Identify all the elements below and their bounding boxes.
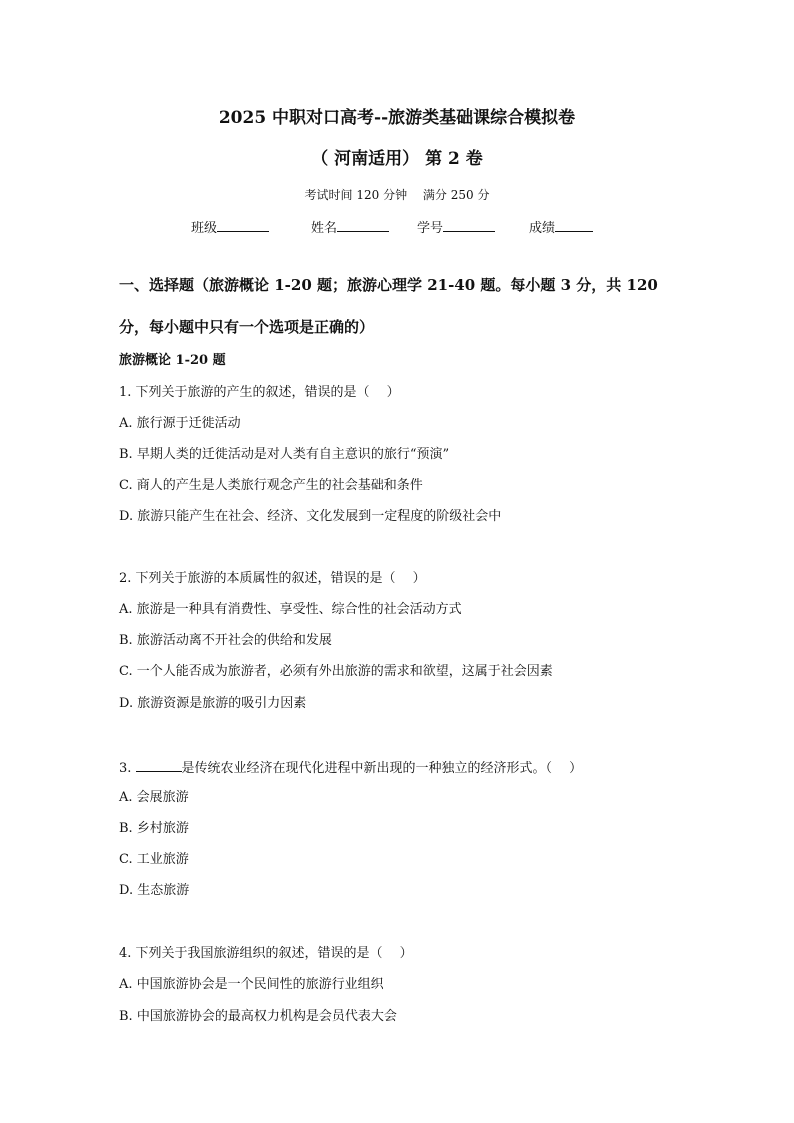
exam-title: 2025 中职对口高考--旅游类基础课综合模拟卷 (218, 108, 576, 128)
question-1-option-b: B. 早期人类的迁徙活动是对人类有自主意识的旅行“预演” (119, 447, 450, 462)
question-4-option-a: A. 中国旅游协会是一个民间性的旅游行业组织 (119, 977, 384, 992)
question-2-option-c: C. 一个人能否成为旅游者，必须有外出旅游的需求和欲望，这属于社会因素 (119, 664, 553, 679)
full-score: 满分 250 分 (422, 188, 490, 202)
part-heading: 旅游概论 1-20 题 (119, 353, 226, 368)
fill-blank[interactable] (136, 757, 182, 772)
field-label: 姓名 (311, 221, 338, 236)
question-2-stem: 2. 下列关于旅游的本质属性的叙述，错误的是（ ） (119, 571, 426, 586)
question-2-option-a: A. 旅游是一种具有消费性、享受性、综合性的社会活动方式 (119, 602, 462, 617)
exam-info (0, 186, 794, 204)
blank-line[interactable] (337, 217, 389, 232)
question-3-option-c: C. 工业旅游 (119, 852, 189, 867)
question-3-option-b: B. 乡村旅游 (119, 821, 189, 836)
question-text: 是传统农业经济在现代化进程中新出现的一种独立的经济形式。（ ） (181, 761, 583, 776)
question-3-stem (119, 757, 582, 779)
question-1-stem: 1. 下列关于旅游的产生的叙述，错误的是（ ） (119, 385, 400, 400)
question-1-option-d: D. 旅游只能产生在社会、经济、文化发展到一定程度的阶级社会中 (119, 509, 502, 524)
field-label: 成绩 (529, 221, 556, 236)
field-label: 学号 (417, 221, 444, 236)
section-heading-line2: 分，每小题中只有一个选项是正确的） (119, 318, 375, 336)
blank-line[interactable] (443, 217, 495, 232)
blank-line[interactable] (217, 217, 269, 232)
question-number: 3. (119, 761, 136, 776)
question-4-option-b: B. 中国旅游协会的最高权力机构是会员代表大会 (119, 1009, 397, 1024)
field-student-id (417, 217, 495, 239)
question-1-option-c: C. 商人的产生是人类旅行观念产生的社会基础和条件 (119, 478, 423, 493)
question-3-option-a: A. 会展旅游 (119, 790, 189, 805)
field-class (191, 217, 269, 239)
question-1-option-a: A. 旅行源于迁徙活动 (119, 416, 241, 431)
exam-subtitle: （ 河南适用） 第 2 卷 (311, 149, 483, 169)
field-score (529, 217, 593, 239)
question-4-stem: 4. 下列关于我国旅游组织的叙述，错误的是（ ） (119, 946, 413, 961)
section-heading-line1: 一、选择题（旅游概论 1-20 题；旅游心理学 21-40 题。每小题 3 分，共 120 (119, 276, 658, 294)
blank-line[interactable] (555, 217, 593, 232)
question-2-option-d: D. 旅游资源是旅游的吸引力因素 (119, 696, 307, 711)
exam-time: 考试时间 120 分钟 (304, 188, 408, 202)
question-2-option-b: B. 旅游活动离不开社会的供给和发展 (119, 633, 332, 648)
field-label: 班级 (191, 221, 218, 236)
field-name (311, 217, 389, 239)
question-3-option-d: D. 生态旅游 (119, 883, 190, 898)
